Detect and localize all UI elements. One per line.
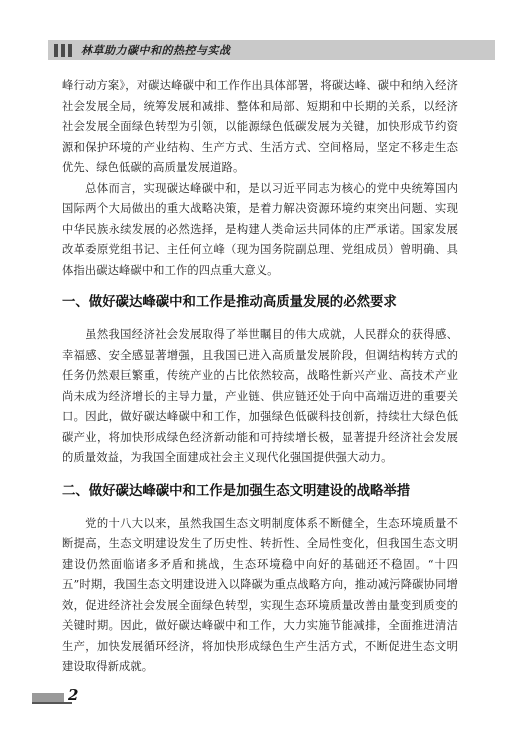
header-block — [68, 44, 72, 57]
running-header — [48, 40, 495, 60]
paragraph-summary: 总体而言，实现碳达峰碳中和，是以习近平同志为核心的党中央统筹国内国际两个大局做出的重大战略决策，是着力解决资源环境约束突出问题、实现中华民族永续发展的必然选择，是构建人类命运共同体的庄严承诺。国家发展改革委原党组书记、主任何立峰（现为国务院副总理、党组成员）曾明确、具体指出碳达峰碳中和工作的四点重大意义。 — [62, 181, 458, 277]
section-heading-2: 二、做好碳达峰碳中和工作是加强生态文明建设的战略举措 — [62, 483, 411, 499]
page-number: 2 — [68, 686, 79, 704]
paragraph-section-1: 虽然我国经济社会发展取得了举世瞩目的伟大成就，人民群众的获得感、幸福感、安全感显著增强，且我国已进入高质量发展阶段，但调结构转方式的任务仍然艰巨繁重，传统产业的占比依然较高，战略性新兴产业、高技术产业尚未成为经济增长的主导力量，产业链、供应链还处于向中高端迈进的重要关口。因此，做好碳达峰碳中和工作，加强绿色低碳科技创新，持续壮大绿色低碳产业，将加快形成绿色经济新动能和可持续增长极，显著提升经济社会发展的质量效益，为我国全面建成社会主义现代化强国提供强大动力。 — [62, 328, 458, 464]
running-header-title: 林草助力碳中和的热控与实战 — [81, 44, 231, 57]
section-heading-1: 一、做好碳达峰碳中和工作是推动高质量发展的必然要求 — [62, 295, 397, 310]
paragraph-continued: 峰行动方案》，对碳达峰碳中和工作作出具体部署，将碳达峰、碳中和纳入经济社会发展全局，统筹发展和减排、整体和局部、短期和中长期的关系，以经济社会发展全面绿色转型为引领，以能源绿色低碳发展为关键，加快形成节约资源和保护环境的产业结构、生产方式、生活方式、空间格局，坚定不移走生态优先、绿色低碳的高质量发展道路。 — [62, 79, 458, 174]
page-body — [62, 76, 458, 678]
header-decoration — [54, 44, 75, 57]
paragraph-section-2: 党的十八大以来，虽然我国生态文明制度体系不断健全，生态环境质量不断提高，生态文明建设发生了历史性、转折性、全局性变化，但我国生态文明建设仍然面临诸多矛盾和挑战，生态环境稳中向好的基础还不稳固。“十四五”时期，我国生态文明建设进入以降碳为重点战略方向，推动减污降碳协同增效，促进经济社会发展全面绿色转型，实现生态环境质量改善由量变到质变的关键时期。因此，做好碳达峰碳中和工作，大力实施节能减排，全面推进清洁生产，加快发展循环经济，将加快形成绿色生产生活方式，不断促进生态文明建设取得新成就。 — [62, 516, 458, 673]
footer-rule — [32, 702, 72, 704]
header-block — [61, 44, 65, 57]
header-block — [54, 44, 58, 57]
